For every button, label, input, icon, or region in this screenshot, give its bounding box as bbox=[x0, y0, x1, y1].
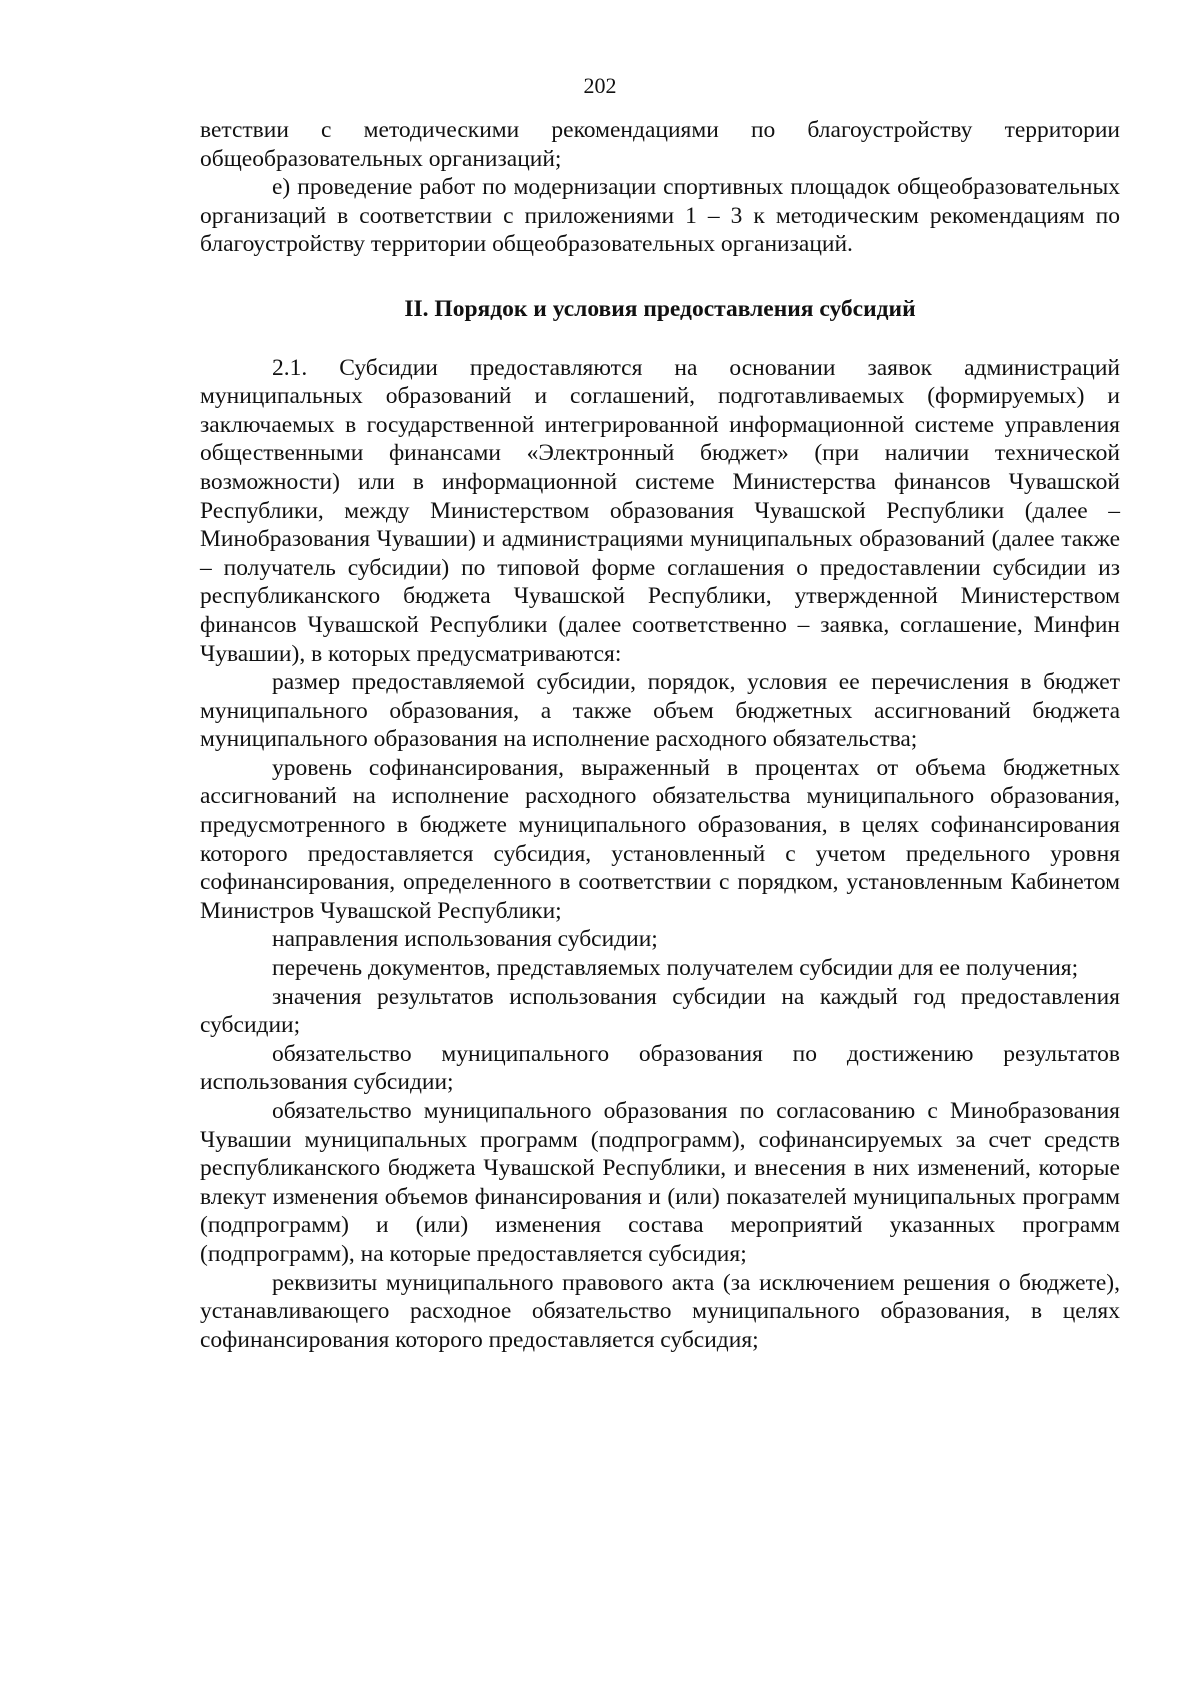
document-body bbox=[200, 116, 1120, 1354]
paragraph-legal-act-details: реквизиты муниципального правового акта (за исключением решения о бюджете), устанавливающего расходное обязательство муниципального образования, в целях софинансирования которого предоставляется субсидия; bbox=[200, 1269, 1120, 1353]
list-item-e: е) проведение работ по модернизации спортивных площадок общеобразовательных организаций в соответствии с приложениями 1 – 3 к методическим рекомендациям по благоустройству территории общеобразовательных организаций. bbox=[200, 174, 1120, 258]
paragraph-cofinancing-level: уровень софинансирования, выраженный в процентах от объема бюджетных ассигнований на исполнение расходного обязательства муниципального образования, предусмотренного в бюджете муниципального образования, в целях софинансирования которого предоставляется субсидия, установленный с учетом предельного уровня софинансирования, определенного в соответствии с порядком, установленным Кабинетом Министров Чувашской Республики; bbox=[200, 754, 1120, 924]
paragraph-results-obligation: обязательство муниципального образования по достижению результатов использования субсидии; bbox=[200, 1040, 1120, 1096]
page-number: 202 bbox=[583, 73, 617, 98]
section-heading: II. Порядок и условия предоставления субсидий bbox=[404, 295, 916, 322]
continued-paragraph: ветствии с методическими рекомендациями по благоустройству территории общеобразовательных организаций; bbox=[200, 117, 1120, 172]
paragraph-result-values: значения результатов использования субсидии на каждый год предоставления субсидии; bbox=[200, 983, 1120, 1039]
paragraph-2-1: 2.1. Субсидии предоставляются на основании заявок администраций муниципальных образований и соглашений, подготавливаемых (формируемых) и заключаемых в государственной интегрированной информационной системе управления общественными финансами «Электронный бюджет» (при наличии технической возможности) или в информационной системе Министерства финансов Чувашской Республики, между Министерством образования Чувашской Республики (далее – Минобразования Чувашии) и администрациями муниципальных образований (далее также – получатель субсидии) по типовой форме соглашения о предоставлении субсидии из республиканского бюджета Чувашской Республики, утвержденной Министерством финансов Чувашской Республики (далее соответственно – заявка, соглашение, Минфин Чувашии), в которых предусматриваются: bbox=[200, 354, 1120, 667]
paragraph-subsidy-amount: размер предоставляемой субсидии, порядок, условия ее перечисления в бюджет муниципального образования, а также объем бюджетных ассигнований бюджета муниципального образования на исполнение расходного обязательства; bbox=[200, 669, 1120, 753]
paragraph-documents-list: перечень документов, представляемых получателем субсидии для ее получения; bbox=[272, 955, 1079, 982]
paragraph-programs-obligation: обязательство муниципального образования по согласованию с Минобразования Чувашии муниципальных программ (подпрограмм), софинансируемых за счет средств республиканского бюджета Чувашской Республики, и внесения в них изменений, которые влекут изменения объемов финансирования и (или) показателей муниципальных программ (подпрограмм) и (или) изменения состава мероприятий указанных программ (подпрограмм), на которые предоставляется субсидия; bbox=[200, 1098, 1120, 1267]
paragraph-usage-directions: направления использования субсидии; bbox=[272, 926, 658, 953]
